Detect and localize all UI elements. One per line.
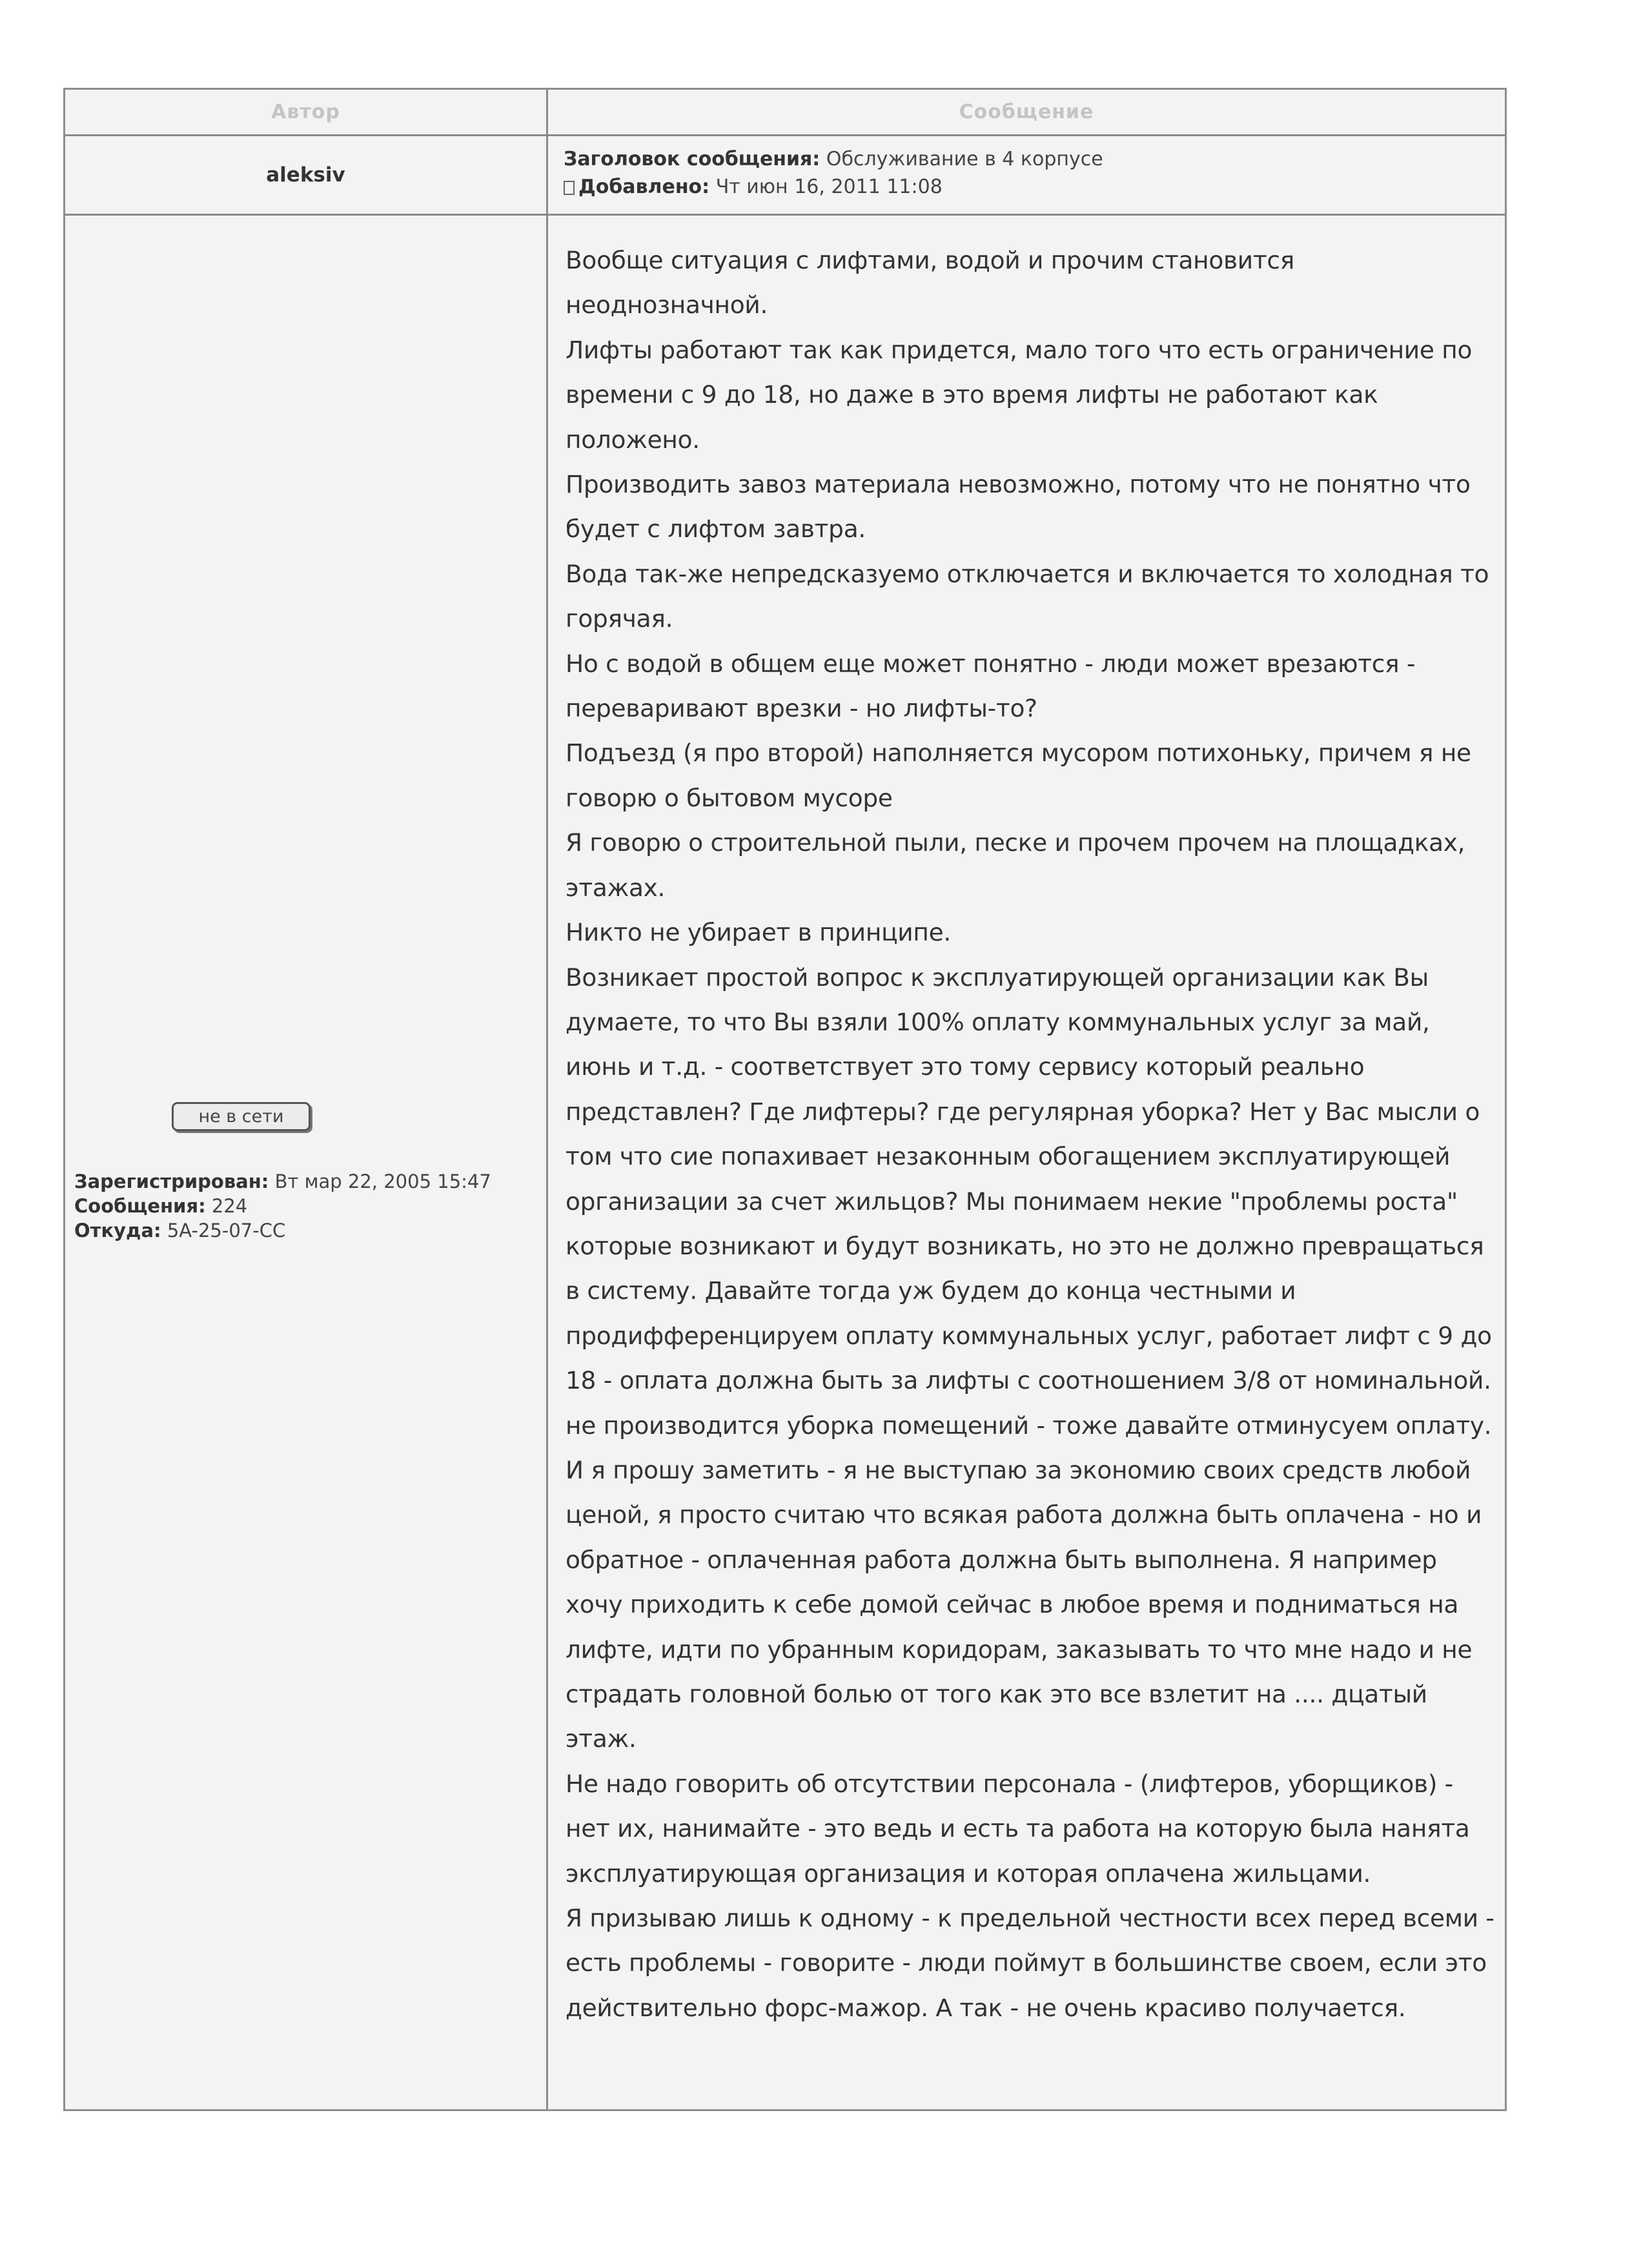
forum-post-table xyxy=(63,88,1507,2111)
registered-row xyxy=(74,1169,491,1194)
meta-divider xyxy=(65,214,1505,216)
author-profile xyxy=(74,1169,491,1243)
from-row xyxy=(74,1218,491,1243)
posts-row xyxy=(74,1194,491,1218)
post-paragraph: Возникает простой вопрос к эксплуатирующей организации как Вы думаете, то что Вы взяли 100% оплату коммунальных услуг за май, июнь и т.д. - соответствует это тому сервису который реально представлен? Где лифтеры? где регулярная уборка? Нет у Вас мысли о том что сие попахивает незаконным обогащением эксплуатирующей организации за счет жильцов? Мы понимаем некие "проблемы роста" которые возникают и будут возникать, но это не должно превращаться в систему. Давайте тогда уж будем до конца честными и продифференцируем оплату коммунальных услуг, работает лифт с 9 до 18 - оплата должна быть за лифты с соотношением 3/8 от номинальной. не производится уборка помещений - тоже давайте отминусуем оплату. И я прошу заметить - я не выступаю за экономию своих средств любой ценой, я просто считаю что всякая работа должна быть оплачена - но и обратное - оплаченная работа должна быть выполнена. Я например хочу приходить к себе домой сейчас в любое время и подниматься на лифте, идти по убранным коридорам, заказывать то что мне надо и не страдать головной болью от того как это все взлетит на .... дцатый этаж. xyxy=(566,963,1492,1753)
post-subject-value: Обслуживание в 4 корпусе xyxy=(826,148,1103,170)
posts-label: Сообщения: xyxy=(74,1195,206,1217)
post-body xyxy=(566,238,1498,2030)
from-value: 5A-25-07-CC xyxy=(167,1220,286,1241)
post-added xyxy=(564,173,1103,201)
post-paragraph: Я говорю о строительной пыли, песке и прочем прочем на площадках, этажах. xyxy=(566,828,1465,902)
online-status-badge: не в сети xyxy=(172,1102,311,1131)
post-subject-label: Заголовок сообщения: xyxy=(564,148,821,170)
post-paragraph: Лифты работают так как придется, мало того что есть ограничение по времени с 9 до 18, но даже в это время лифты не работают как положено. xyxy=(566,335,1473,454)
posts-value: 224 xyxy=(211,1195,248,1217)
column-divider xyxy=(546,90,548,2109)
post-paragraph: Я призываю лишь к одному - к предельной честности всех перед всеми - есть проблемы - говорите - люди поймут в большинстве своем, если это действительно форс-мажор. А так - не очень красиво получается. xyxy=(566,1904,1494,2022)
post-added-value: Чт июн 16, 2011 11:08 xyxy=(715,176,943,198)
post-meta xyxy=(564,145,1103,201)
post-added-label: Добавлено: xyxy=(578,176,710,198)
post-paragraph: Но с водой в общем еще может понятно - люди может врезаются - переваривают врезки - но лифты-то? xyxy=(566,649,1416,723)
registered-label: Зарегистрирован: xyxy=(74,1170,269,1192)
post-paragraph: Никто не убирает в принципе. xyxy=(566,918,951,947)
post-paragraph: Производить завоз материала невозможно, потому что не понятно что будет с лифтом завтра. xyxy=(566,470,1471,544)
author-name[interactable]: aleksiv xyxy=(266,163,345,187)
post-link-icon[interactable] xyxy=(564,181,575,195)
post-paragraph: Вода так-же непредсказуемо отключается и включается то холодная то горячая. xyxy=(566,559,1489,633)
registered-value: Вт мар 22, 2005 15:47 xyxy=(274,1170,491,1192)
post-subject xyxy=(564,145,1103,173)
message-column-header: Сообщение xyxy=(959,101,1094,123)
author-column-header: Автор xyxy=(271,101,340,123)
post-paragraph: Не надо говорить об отсутствии персонала - (лифтеров, уборщиков) - нет их, нанимайте - это ведь и есть та работа на которую была нанята эксплуатирующая организация и которая оплачена жильцами. xyxy=(566,1769,1470,1888)
post-paragraph: Подъезд (я про второй) наполняется мусором потихоньку, причем я не говорю о бытовом мусоре xyxy=(566,739,1471,812)
post-paragraph: Вообще ситуация с лифтами, водой и прочим становится неоднозначной. xyxy=(566,246,1294,320)
from-label: Откуда: xyxy=(74,1220,161,1241)
